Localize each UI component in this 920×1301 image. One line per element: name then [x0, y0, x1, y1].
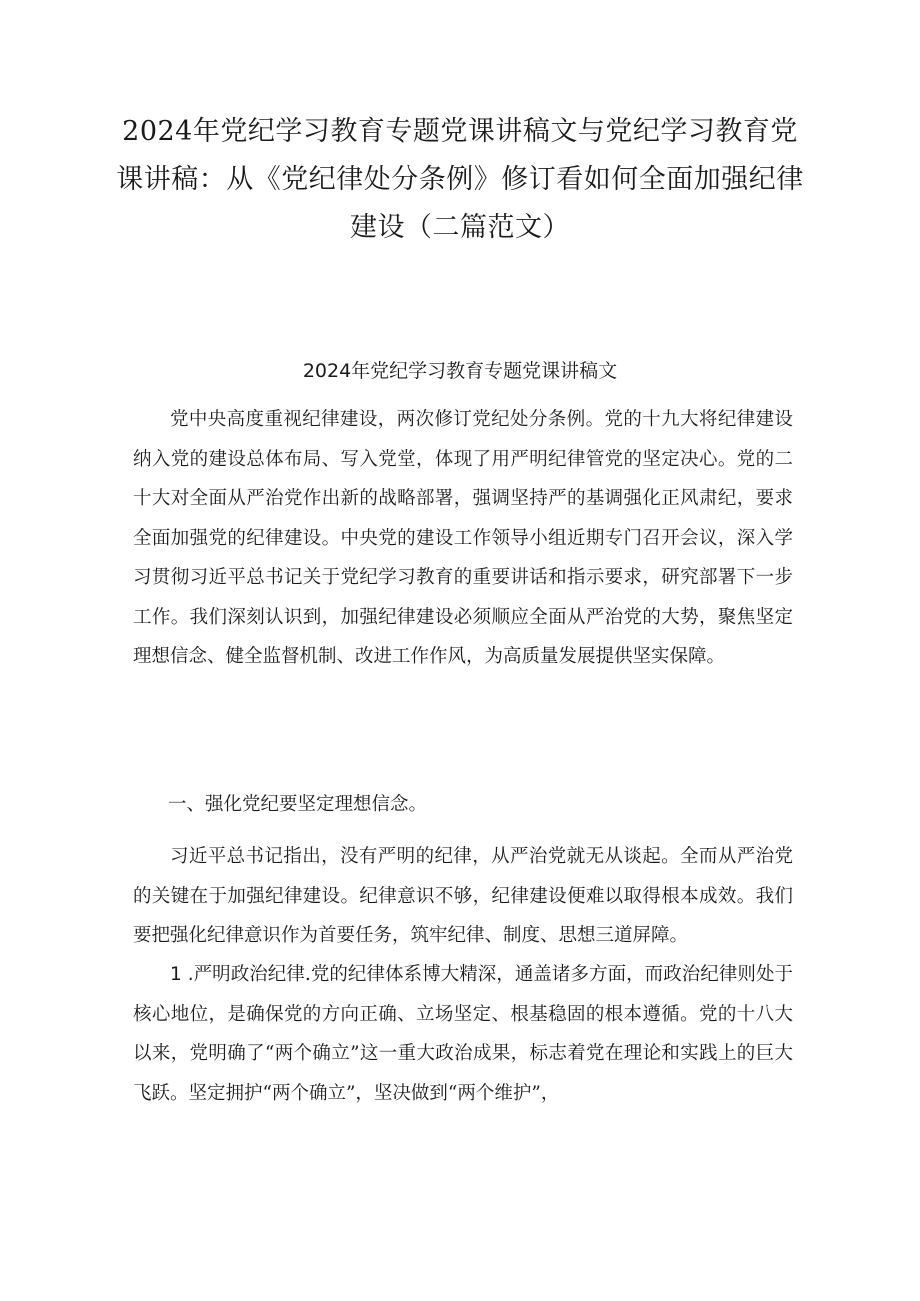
section-title: 2024年党纪学习教育专题党课讲稿文	[302, 360, 618, 382]
paragraph-intro: 党中央高度重视纪律建设，两次修订党纪处分条例。党的十九大将纪律建设纳入党的建设总体布局、写入党堂，体现了用严明纪律管党的坚定决心。党的二十大对全面从严治党作出新的战略部署，强调坚持严的基调强化正风肃纪，要求全面加强党的纪律建设。中央党的建设工作领导小组近期专门召开会议，深入学习贯彻习近平总书记关于党纪学习教育的重要讲话和指示要求，研究部署下一步工作。我们深刻认识到，加强纪律建设必须顺应全面从严治党的大势，聚焦坚定理想信念、健全监督机制、改进工作作风，为高质量发展提供坚实保障。	[133, 409, 793, 667]
paragraph-political-discipline	[133, 955, 793, 1113]
subheading-political-discipline: 1 .严明政治纪律	[170, 964, 305, 985]
paragraph-political-discipline-body: .党的纪律体系博大精深，通盖诸多方面，而政治纪律则处于核心地位，是确保党的方向正确、立场坚定、根基稳固的根本遵循。党的十八大以来，党明确了“两个确立”这一重大政治成果，标志着党在理论和实践上的巨大飞跃。坚定拥护“两个确立”，坚决做到“两个维护”，	[133, 964, 793, 1104]
heading-strengthen-ideals: 一、强化党纪要坚定理想信念。	[168, 794, 428, 815]
paragraph-discipline-awareness: 习近平总书记指出，没有严明的纪律，从严治党就无从谈起。全而从严治党的关键在于加强纪律建设。纪律意识不够，纪律建设便难以取得根本成效。我们要把强化纪律意识作为首要任务，筑牢纪律、制度、思想三道屏障。	[133, 846, 793, 946]
document-title: 2024年党纪学习教育专题党课讲稿文与党纪学习教育党课讲稿：从《党纪律处分条例》修订看如何全面加强纪律建设（二篇范文）	[116, 116, 804, 243]
